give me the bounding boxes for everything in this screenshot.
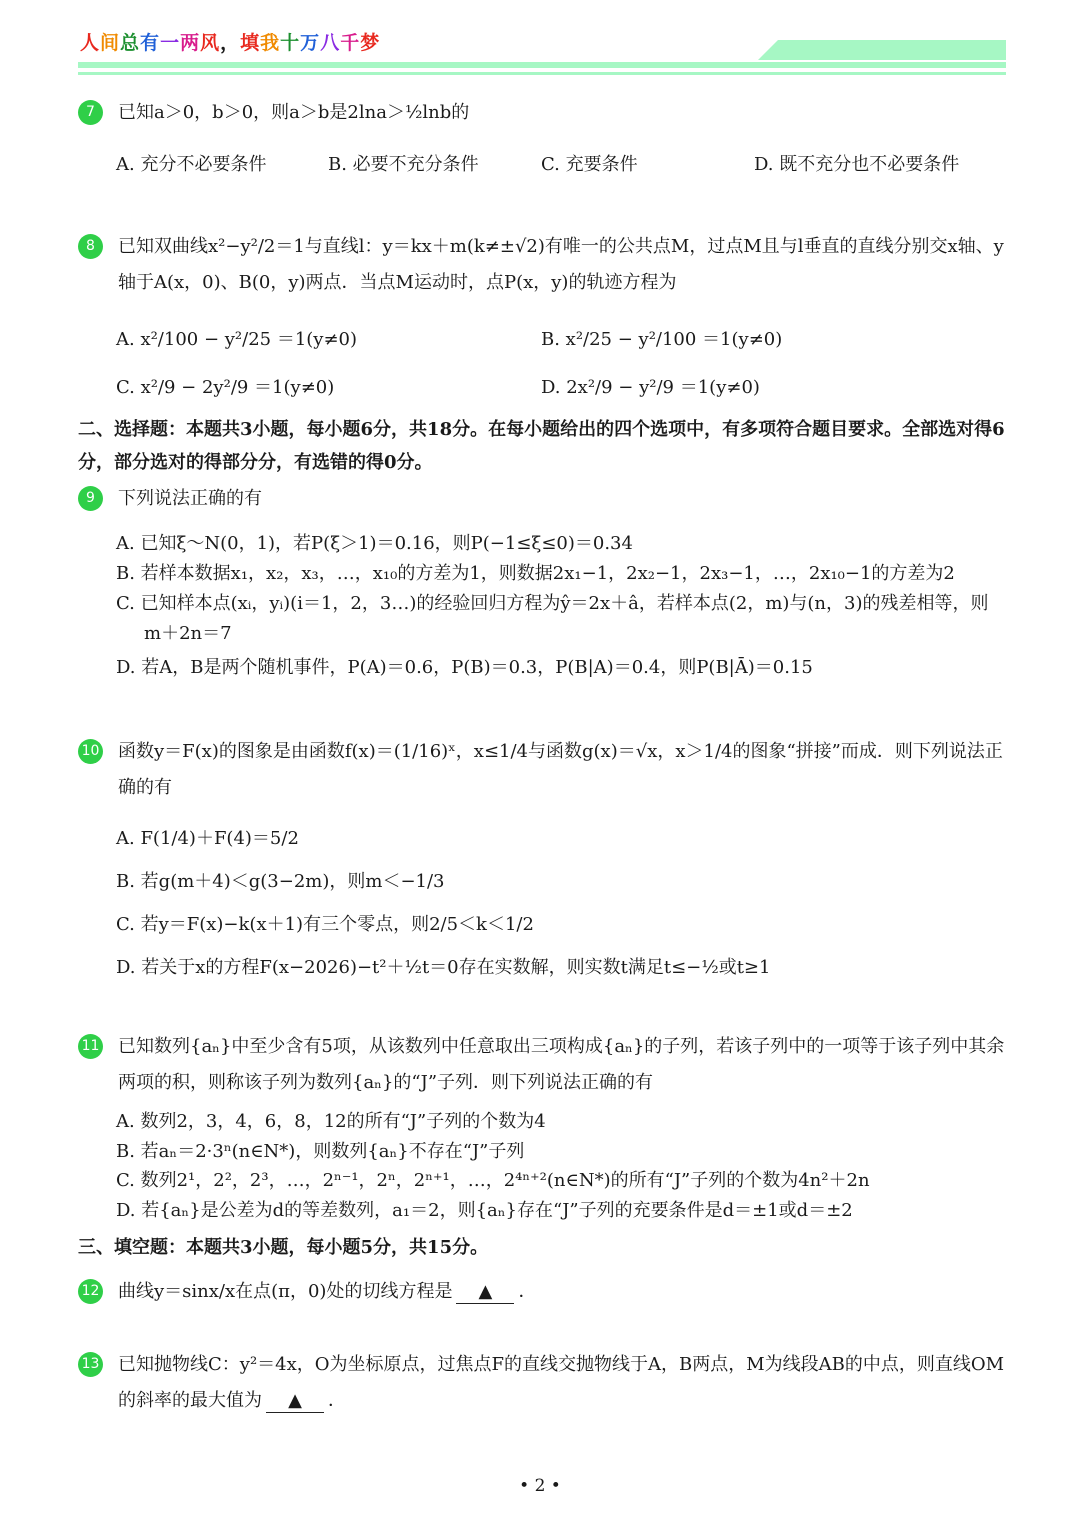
option-b: B. x²/25 − y²/100 ＝1(y≠0): [541, 329, 783, 350]
question-9: [78, 481, 1008, 517]
option-c: C. 已知样本点(xᵢ，yᵢ)(i＝1，2，3…)的经验回归方程为ŷ＝2x＋â，若样本点(2，m)与(n，3)的残差相等，则: [116, 593, 989, 614]
slogan-comma: ，: [220, 32, 241, 54]
header-band: [78, 36, 1006, 82]
option-b: B. 必要不充分条件: [328, 154, 479, 175]
section-heading-fill-in: 三、填空题：本题共3小题，每小题5分，共15分。: [78, 1237, 489, 1258]
question-13: [78, 1347, 1008, 1419]
option-a: A. 数列2，3，4，6，8，12的所有“J”子列的个数为4: [116, 1111, 546, 1132]
option-c: C. 数列2¹，2²，2³，…，2ⁿ⁻¹，2ⁿ，2ⁿ⁺¹，…，2⁴ⁿ⁺²(n∈N*)的所有“J”子列的个数为4n²＋2n: [116, 1170, 870, 1191]
answer-blank[interactable]: ▲: [266, 1390, 324, 1413]
question-number-badge: 7: [78, 100, 103, 125]
option-c-continued: m＋2n＝7: [144, 623, 232, 644]
question-text: 曲线y＝sinx/x在点(π，0)处的切线方程是: [118, 1281, 453, 1302]
slogan-part-2: 填我十万八千梦: [240, 32, 381, 54]
question-text-end: ．: [328, 1390, 346, 1411]
option-b: B. 若g(m＋4)＜g(3−2m)，则m＜−1/3: [116, 871, 445, 892]
option-a: A. 已知ξ～N(0，1)，若P(ξ＞1)＝0.16，则P(−1≤ξ≤0)＝0.34: [116, 533, 633, 554]
question-number-badge: 11: [78, 1034, 103, 1059]
question-number-badge: 8: [78, 234, 103, 259]
question-text: 下列说法正确的有: [118, 488, 262, 509]
question-number-badge: 12: [78, 1279, 103, 1304]
option-d: D. 2x²/9 − y²/9 ＝1(y≠0): [541, 377, 760, 398]
section-heading-multi-choice: 二、选择题：本题共3小题，每小题6分，共18分。在每小题给出的四个选项中，有多项符合题目要求。全部选对得6分，部分选对的得部分分，有选错的得0分。: [78, 419, 1005, 473]
question-10: [78, 734, 1008, 806]
question-8: [78, 229, 1008, 301]
question-12: [78, 1274, 1008, 1310]
question-number-badge: 13: [78, 1352, 103, 1377]
answer-blank[interactable]: ▲: [456, 1281, 514, 1304]
question-11: [78, 1029, 1008, 1101]
option-c: C. x²/9 − 2y²/9 ＝1(y≠0): [116, 377, 335, 398]
option-b: B. 若样本数据x₁，x₂，x₃，…，x₁₀的方差为1，则数据2x₁−1，2x₂−1，2x₃−1，…，2x₁₀−1的方差为2: [116, 563, 955, 584]
question-text: 已知双曲线x²−y²/2＝1与直线l：y＝kx＋m(k≠±√2)有唯一的公共点M，过点M且与l垂直的直线分别交x轴、y轴于A(x，0)、B(0，y)两点．当点M运动时，点P(x，y)的轨迹方程为: [118, 236, 1004, 293]
question-text: 已知a＞0，b＞0，则a＞b是2lna＞½lnb的: [118, 102, 470, 123]
option-a: A. x²/100 − y²/25 ＝1(y≠0): [116, 329, 358, 350]
option-a: A. F(1/4)＋F(4)＝5/2: [116, 828, 299, 849]
option-c: C. 若y＝F(x)−k(x＋1)有三个零点，则2/5＜k＜1/2: [116, 914, 534, 935]
option-d: D. 若关于x的方程F(x−2026)−t²＋½t＝0存在实数解，则实数t满足t≤−½或t≥1: [116, 957, 771, 978]
page-number: • 2 •: [519, 1476, 561, 1496]
option-d: D. 若{aₙ}是公差为d的等差数列，a₁＝2，则{aₙ}存在“J”子列的充要条件是d＝±1或d＝±2: [116, 1200, 853, 1221]
question-text-end: ．: [518, 1281, 537, 1302]
option-b: B. 若aₙ＝2·3ⁿ(n∈N*)，则数列{aₙ}不存在“J”子列: [116, 1141, 525, 1162]
question-number-badge: 9: [78, 486, 103, 511]
question-text: 函数y＝F(x)的图象是由函数f(x)＝(1/16)ˣ，x≤1/4与函数g(x)＝√x，x＞1/4的图象“拼接”而成．则下列说法正确的有: [118, 741, 1003, 798]
question-number-badge: 10: [78, 739, 103, 764]
option-d: D. 既不充分也不必要条件: [754, 154, 960, 175]
question-text: 已知数列{aₙ}中至少含有5项，从该数列中任意取出三项构成{aₙ}的子列，若该子列中的一项等于该子列中其余两项的积，则称该子列为数列{aₙ}的“J”子列．则下列说法正确的有: [118, 1036, 1005, 1093]
option-d: D. 若A，B是两个随机事件，P(A)＝0.6，P(B)＝0.3，P(B|A)＝0.4，则P(B|Ā)＝0.15: [116, 657, 813, 678]
slogan-part-1: 人间总有一两风: [80, 32, 221, 54]
option-c: C. 充要条件: [541, 154, 638, 175]
option-a: A. 充分不必要条件: [116, 154, 267, 175]
question-text: 已知抛物线C：y²＝4x，O为坐标原点，过焦点F的直线交抛物线于A，B两点，M为线段AB的中点，则直线OM的斜率的最大值为: [118, 1354, 1005, 1411]
question-7: [78, 95, 1008, 131]
